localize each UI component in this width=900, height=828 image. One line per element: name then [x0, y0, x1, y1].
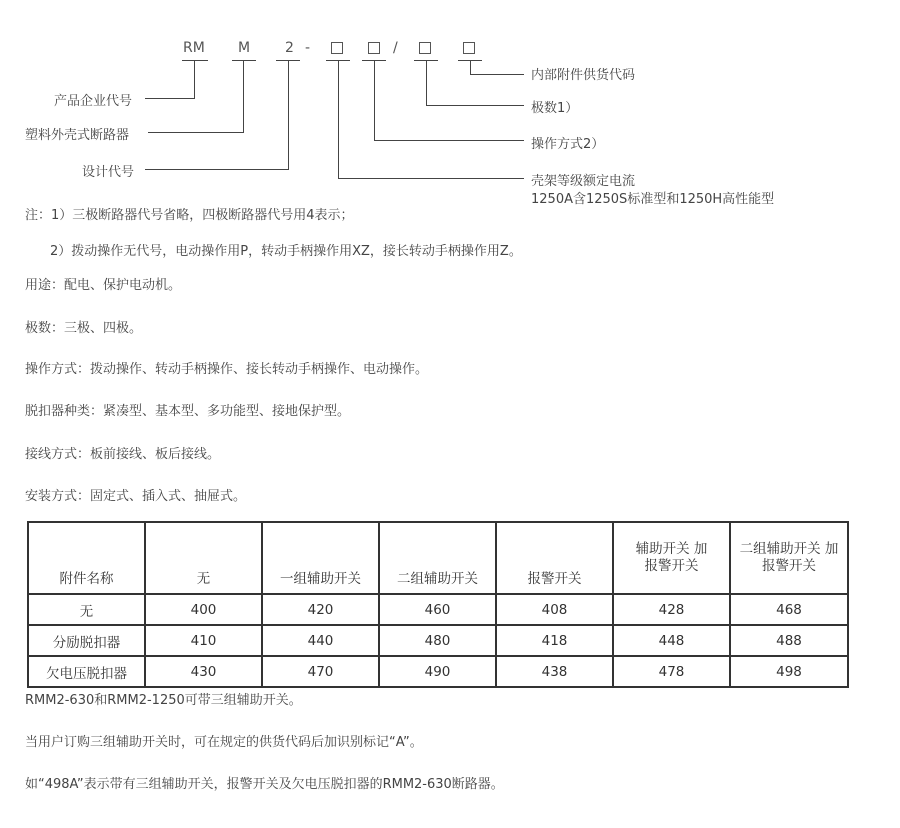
table-cell: 428 — [613, 594, 730, 625]
table-cell: 430 — [145, 656, 262, 687]
table-cell: 460 — [379, 594, 496, 625]
leader-h-accessory — [470, 74, 524, 75]
table-cell: 欠电压脱扣器 — [28, 656, 145, 687]
underline-m — [232, 60, 256, 61]
leader-v-2 — [288, 61, 289, 169]
leader-h-frame — [338, 178, 524, 179]
table-cell: 490 — [379, 656, 496, 687]
spec-operation: 操作方式：拨动操作、转动手柄操作、接长转动手柄操作、电动操作。 — [25, 362, 429, 377]
code-segment-dash: - — [305, 40, 311, 56]
table-header-cell: 二组辅助开关 加 报警开关 — [730, 522, 848, 594]
leader-v-m — [243, 61, 244, 132]
table-cell: 470 — [262, 656, 379, 687]
table-cell: 418 — [496, 625, 613, 656]
note-2: 2）拨动操作无代号，电动操作用P，转动手柄操作用XZ，接长转动手柄操作用Z。 — [50, 244, 522, 259]
table-cell: 410 — [145, 625, 262, 656]
accessory-code-table — [27, 521, 849, 688]
leader-h-poles — [426, 105, 524, 106]
leader-v-accessory — [470, 61, 471, 74]
label-molded-case: 塑料外壳式断路器 — [25, 128, 130, 143]
footer-note-example: 如“498A”表示带有三组辅助开关，报警开关及欠电压脱扣器的RMM2-630断路器。 — [25, 777, 504, 792]
table-cell: 分励脱扣器 — [28, 625, 145, 656]
table-header-cell: 附件名称 — [28, 522, 145, 594]
table-cell: 400 — [145, 594, 262, 625]
label-frame-current-detail: 1250A含1250S标准型和1250H高性能型 — [531, 192, 775, 207]
leader-v-frame — [338, 61, 339, 178]
label-poles: 极数1） — [531, 101, 579, 116]
spec-wiring: 接线方式：板前接线、板后接线。 — [25, 447, 221, 462]
code-placeholder-box-operation — [368, 42, 380, 54]
table-cell: 440 — [262, 625, 379, 656]
table-header-cell: 报警开关 — [496, 522, 613, 594]
leader-v-poles — [426, 61, 427, 105]
table-cell: 498 — [730, 656, 848, 687]
table-header-cell: 无 — [145, 522, 262, 594]
leader-v-rm — [194, 61, 195, 98]
footer-note-three-aux: RMM2-630和RMM2-1250可带三组辅助开关。 — [25, 693, 302, 708]
footer-note-suffix-a: 当用户订购三组辅助开关时，可在规定的供货代码后加识别标记“A”。 — [25, 735, 423, 750]
leader-h-rm — [145, 98, 195, 99]
table-cell: 488 — [730, 625, 848, 656]
label-frame-current: 壳架等级额定电流 — [531, 174, 636, 189]
code-segment-slash: / — [393, 40, 398, 56]
table-header-cell: 辅助开关 加 报警开关 — [613, 522, 730, 594]
code-placeholder-box-accessory — [463, 42, 475, 54]
table-cell: 408 — [496, 594, 613, 625]
table-cell: 438 — [496, 656, 613, 687]
code-placeholder-box-frame — [331, 42, 343, 54]
table-cell: 478 — [613, 656, 730, 687]
table-cell: 480 — [379, 625, 496, 656]
table-cell: 468 — [730, 594, 848, 625]
table-row — [28, 656, 848, 687]
leader-h-operation — [374, 140, 524, 141]
leader-v-operation — [374, 61, 375, 140]
spec-mounting: 安装方式：固定式、插入式、抽屉式。 — [25, 489, 247, 504]
note-1: 注：1）三极断路器代号省略，四极断路器代号用4表示； — [25, 208, 354, 223]
table-cell: 448 — [613, 625, 730, 656]
label-enterprise-code: 产品企业代号 — [54, 94, 133, 109]
label-operation: 操作方式2） — [531, 137, 605, 152]
code-segment-2: 2 — [285, 40, 294, 56]
leader-h-2 — [145, 169, 289, 170]
table-row — [28, 625, 848, 656]
underline-rm — [182, 60, 208, 61]
code-segment-m: M — [238, 40, 251, 56]
table-header-row — [28, 522, 848, 594]
code-segment-rm: RM — [183, 40, 205, 56]
table-row — [28, 594, 848, 625]
spec-usage: 用途：配电、保护电动机。 — [25, 278, 182, 293]
table-cell: 无 — [28, 594, 145, 625]
label-accessory-code: 内部附件供货代码 — [531, 68, 636, 83]
spec-poles: 极数：三极、四极。 — [25, 321, 143, 336]
table-cell: 420 — [262, 594, 379, 625]
leader-h-m — [148, 132, 244, 133]
table-header-cell: 一组辅助开关 — [262, 522, 379, 594]
table-header-cell: 二组辅助开关 — [379, 522, 496, 594]
code-placeholder-box-poles — [419, 42, 431, 54]
spec-trip-unit: 脱扣器种类：紧凑型、基本型、多功能型、接地保护型。 — [25, 404, 351, 419]
label-design-code: 设计代号 — [82, 165, 135, 180]
